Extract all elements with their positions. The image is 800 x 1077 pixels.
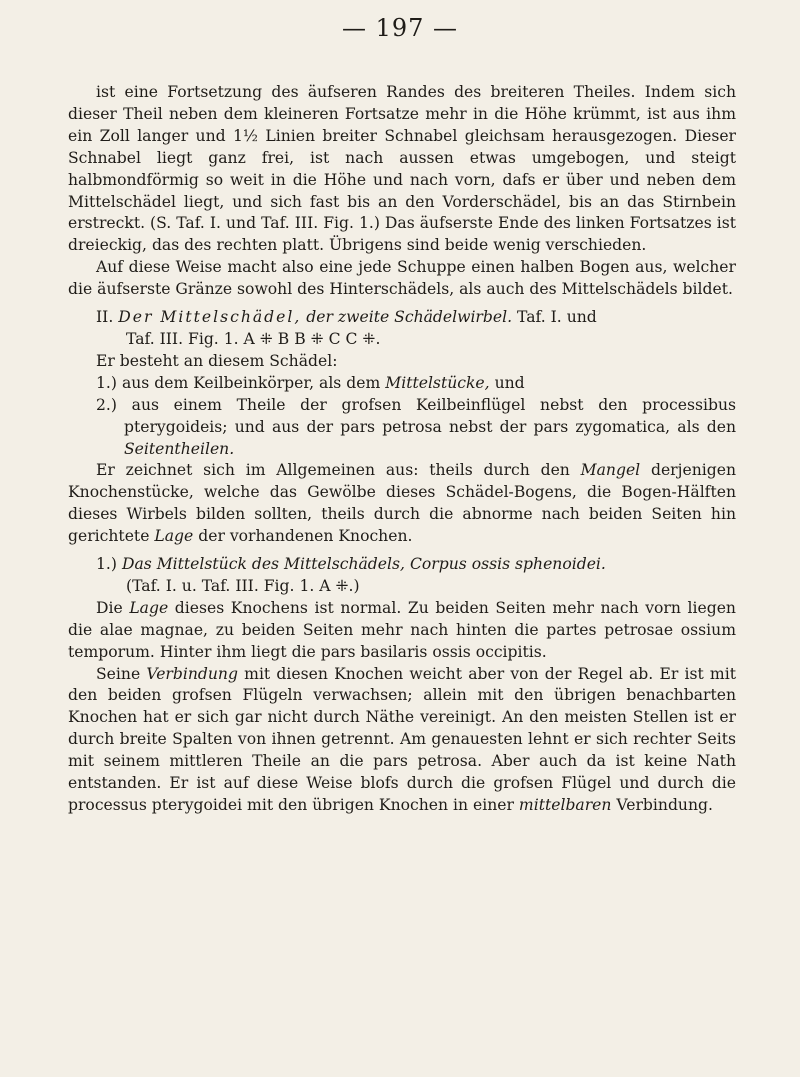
page-number: — 197 —: [341, 14, 459, 42]
paragraph-term: mittelbaren: [518, 796, 612, 814]
paragraph-term: Verbindung: [146, 664, 238, 683]
item-text: aus einem Theile der grofsen Keilbeinflügel nebst den processibus pterygoideis; und aus der pars petrosa nebst der pars zygomatica, als den: [124, 395, 736, 436]
paragraph-text: dieses Knochens ist normal. Zu beiden Seiten mehr nach vorn liegen die alae magnae, zu beiden Seiten mehr nach hinten die partes petrosae ossium temporum. Hinter ihm liegt die pars basilaris ossis occipitis.: [68, 598, 736, 661]
paragraph-text: Er zeichnet sich im Allgemeinen aus: theils durch den: [96, 461, 570, 480]
paragraph: [68, 598, 736, 664]
list-item: [96, 395, 736, 461]
section-subtitle: der zweite Schädelwirbel.: [306, 308, 513, 327]
section-reference-line: Taf. III. Fig. 1. A ⁜ B B ⁜ C C ⁜.: [126, 329, 381, 348]
section-title: Der Mittelschädel,: [118, 308, 302, 327]
paragraph-term: Lage: [129, 598, 169, 617]
paragraph: Er besteht an diesem Schädel:: [96, 351, 338, 370]
item-term: Mittelstücke,: [385, 373, 490, 392]
section-heading: [68, 307, 736, 329]
item-term: Seitentheilen.: [124, 439, 235, 458]
paragraph-text: Verbindung.: [616, 796, 713, 814]
subsection-latin: Corpus ossis sphenoidei.: [409, 555, 606, 574]
paragraph-term: Mangel: [580, 461, 641, 480]
paragraph: Auf diese Weise macht also eine jede Schuppe einen halben Bogen aus, welcher die äufserste Gränze sowohl des Hinterschädels, als auch des Mittelschädels bildet.: [68, 258, 736, 299]
paragraph-term: Lage: [154, 527, 194, 546]
paragraph: [68, 460, 736, 548]
item-text: und: [494, 373, 525, 392]
section-number: II.: [96, 308, 114, 327]
body-text: [68, 82, 736, 817]
paragraph-text: derjenigen Knochenstücke, welche das Gewölbe dieses Schädel-Bogens, die Bogen-Hälften dieses Wirbels bilden sollten, theils durch die abnorme nach beiden Seiten hin gerichtete: [68, 461, 736, 546]
subsection-reference: (Taf. I. u. Taf. III. Fig. 1. A ⁜.): [126, 576, 360, 595]
item-number: 2.): [96, 395, 117, 414]
paragraph-text: mit diesen Knochen weicht aber von der Regel ab. Er ist mit den beiden grofsen Flügeln verwachsen; allein mit den übrigen benachbarten Knochen hat er sich gar nicht durch Näthe vereinigt. An den meisten Stellen ist er durch breite Spalten von ihnen getrennt. Am genauesten lehnt er sich rechter Seits mit seinem mittleren Theile an die pars petrosa. Aber auch da ist keine Nath entstanden. Er ist auf diese Weise blofs durch die grofsen Flügel und durch die processus pterygoidei mit den übrigen Knochen in einer: [68, 664, 736, 814]
paragraph-text: Die: [96, 598, 123, 617]
paragraph-text: Seine: [96, 664, 141, 683]
subsection-title: Das Mittelstück des Mittelschädels,: [121, 555, 405, 574]
paragraph-text: der vorhandenen Knochen.: [198, 527, 413, 546]
subsection-number: 1.): [96, 555, 117, 574]
paragraph: ist eine Fortsetzung des äufseren Randes des breiteren Theiles. Indem sich dieser Theil neben dem kleineren Fortsatze mehr in die Höhe krümmt, ist aus ihm ein Zoll langer und 1½ Linien breiter Schnabel gleichsam herausgezogen. Dieser Schnabel liegt ganz frei, ist nach aussen etwas umgebogen, und steigt halbmondförmig so weit in die Höhe und nach vorn, dafs er über und neben dem Mittelschädel liegt, und sich fast bis an den Vorderschädel, bis an das Stirnbein erstreckt. (S. Taf. I. und Taf. III. Fig. 1.) Das äufserste Ende des linken Fortsatzes ist dreieckig, das des rechten platt. Übrigens sind beide wenig verschieden.: [68, 83, 736, 255]
subsection-heading: [68, 554, 736, 576]
item-text: aus dem Keilbeinkörper, als dem: [121, 373, 381, 392]
list-item: [96, 373, 736, 395]
section-reference: Taf. I. und: [517, 308, 597, 327]
item-number: 1.): [96, 373, 117, 392]
paragraph: [68, 664, 736, 817]
